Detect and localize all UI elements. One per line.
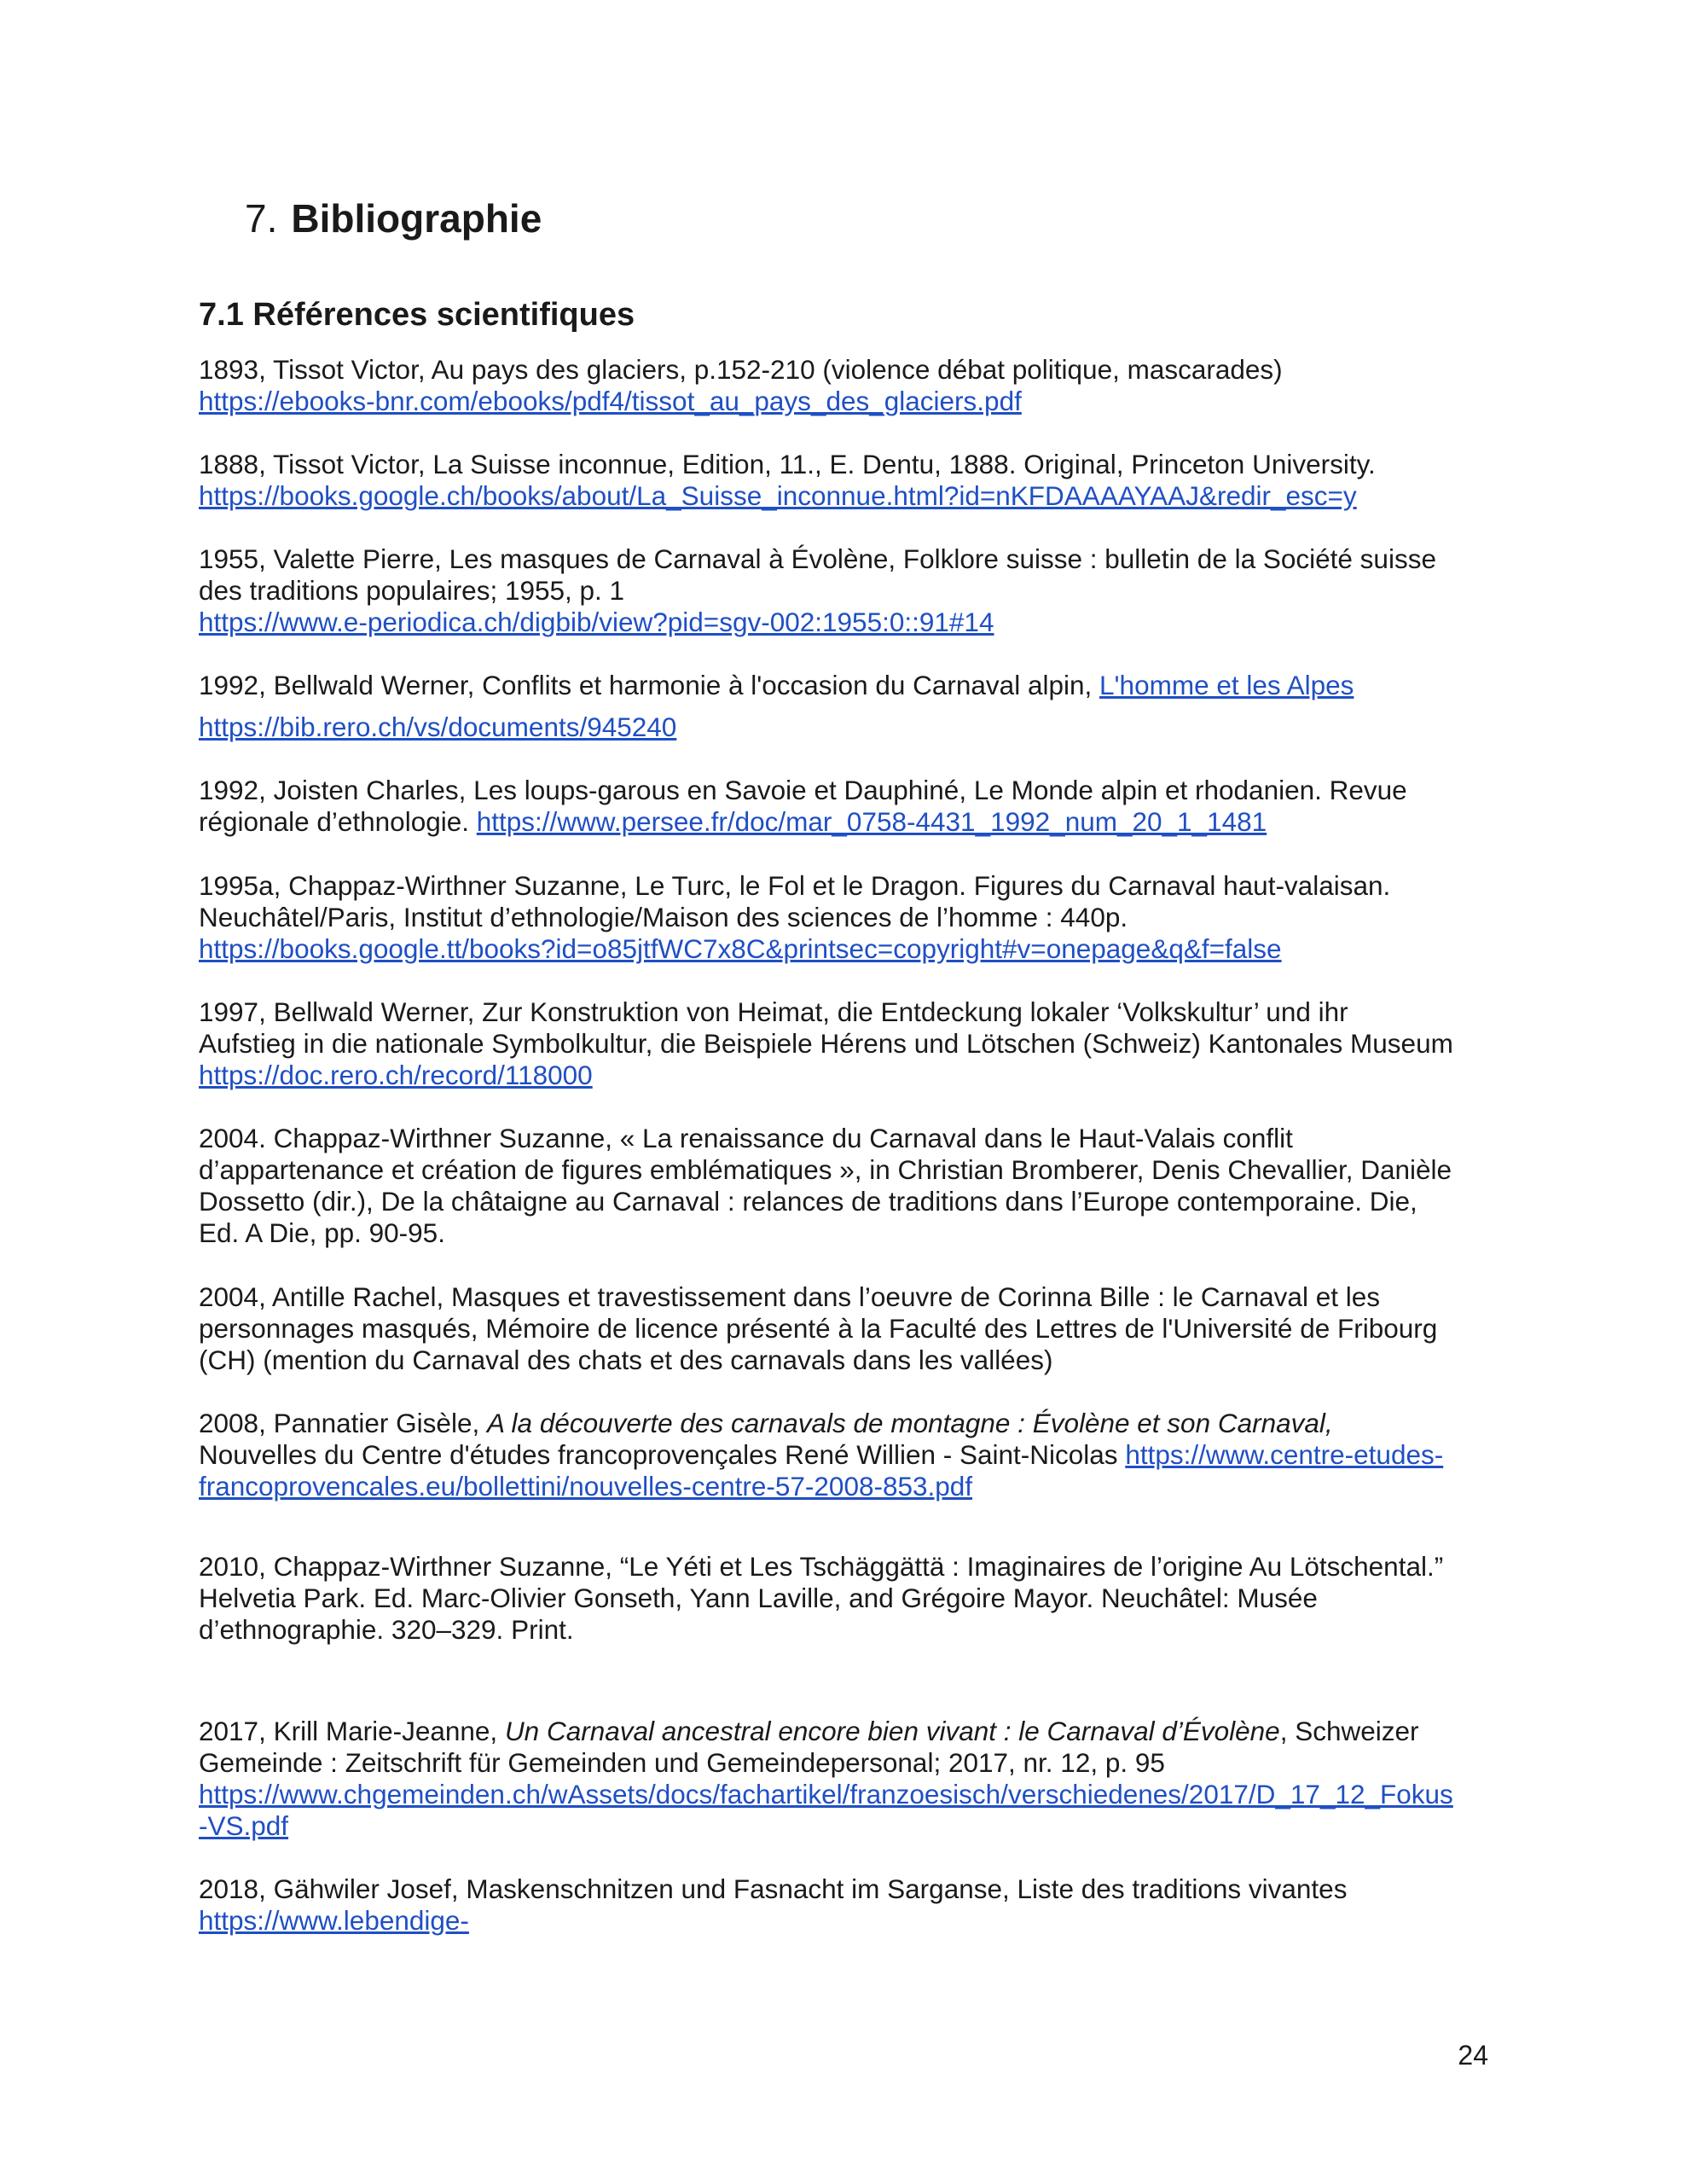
entry-inline-link[interactable]: L'homme et les Alpes [1099,670,1354,700]
entry-text: Aufstieg in die nationale Symbolkultur, die Beispiele Hérens und Lötschen (Schweiz) Kantonales Museum [199,1028,1453,1059]
entry-text: 1893, Tissot Victor, Au pays des glaciers, p.152-210 (violence débat politique, mascarades) [199,354,1283,385]
bibliography-entry [199,775,1504,838]
section-number: 7. [245,196,278,241]
bibliography-entry [199,543,1504,638]
entry-link[interactable]: https://www.chgemeinden.ch/wAssets/docs/fachartikel/franzoesisch/verschiedenes/2017/D_17_12_Fokus [199,1779,1453,1809]
bibliography-entry [199,1551,1504,1646]
entry-text: 1997, Bellwald Werner, Zur Konstruktion von Heimat, die Entdeckung lokaler ‘Volkskultur’ und ihr [199,996,1348,1027]
bibliography-entry [199,1873,1504,1937]
entry-link[interactable]: https://ebooks-bnr.com/ebooks/pdf4/tissot_au_pays_des_glaciers.pdf [199,386,1022,416]
entry-text: 1888, Tissot Victor, La Suisse inconnue, Edition, 11., E. Dentu, 1888. Original, Princeton University. [199,449,1376,479]
bibliography-entry [199,1408,1504,1502]
bibliography-entry [199,996,1504,1091]
bibliography-entry [199,1281,1504,1376]
entry-text: 2010, Chappaz-Wirthner Suzanne, “Le Yéti et Les Tschäggättä : Imaginaires de l’origine Au Lötschental.” [199,1551,1444,1582]
entry-text: d’appartenance et création de figures emblématiques », in Christian Bromberer, Denis Chevallier, Danièle [199,1154,1452,1185]
entry-text: régionale d’ethnologie. https://www.persee.fr/doc/mar_0758-4431_1992_num_20_1_1481 [199,806,1267,837]
section-heading [245,195,542,242]
entry-text: 1992, Bellwald Werner, Conflits et harmonie à l'occasion du Carnaval alpin, L'homme et les Alpes [199,670,1354,700]
bibliography-entry [199,449,1504,512]
entry-link[interactable]: francoprovencales.eu/bollettini/nouvelles-centre-57-2008-853.pdf [199,1471,973,1502]
entry-text: 2004, Antille Rachel, Masques et travestissement dans l’oeuvre de Corinna Bille : le Carnaval et les [199,1281,1380,1312]
entry-text: 1955, Valette Pierre, Les masques de Carnaval à Évolène, Folklore suisse : bulletin de la Société suisse [199,543,1436,574]
entry-text: personnages masqués, Mémoire de licence présenté à la Faculté des Lettres de l'Université de Fribourg [199,1313,1438,1344]
entry-text: Neuchâtel/Paris, Institut d’ethnologie/Maison des sciences de l’homme : 440p. [199,902,1128,932]
entry-link[interactable]: https://www.centre-etudes- [1125,1439,1444,1470]
entry-text: 1995a, Chappaz-Wirthner Suzanne, Le Turc, le Fol et le Dragon. Figures du Carnaval haut-valaisan. [199,870,1391,901]
entry-text: 2018, Gähwiler Josef, Maskenschnitzen und Fasnacht im Sarganse, Liste des traditions vivantes [199,1873,1348,1904]
entry-text: (CH) (mention du Carnaval des chats et des carnavals dans les vallées) [199,1345,1053,1375]
entry-link[interactable]: https://bib.rero.ch/vs/documents/945240 [199,712,677,742]
entry-text: Nouvelles du Centre d'études francoprovençales René Willien - Saint-Nicolas https://www.centre-etudes- [199,1439,1444,1470]
bibliography-entry [199,870,1504,965]
entry-text: d’ethnographie. 320–329. Print. [199,1614,574,1645]
entry-link[interactable]: https://books.google.tt/books?id=o85jtfWC7x8C&printsec=copyright#v=onepage&q&f=false [199,933,1282,964]
entry-text: 2008, Pannatier Gisèle, A la découverte des carnavals de montagne : Évolène et son Carnaval, [199,1408,1333,1438]
section-title: Bibliographie [291,196,542,241]
entry-text: Gemeinde : Zeitschrift für Gemeinden und Gemeindepersonal; 2017, nr. 12, p. 95 [199,1747,1165,1778]
subsection-heading: 7.1 Références scientifiques [199,297,635,333]
entry-text: Dossetto (dir.), De la châtaigne au Carnaval : relances de traditions dans l’Europe contemporaine. Die, [199,1186,1417,1217]
bibliography-entry [199,1123,1504,1249]
entry-text: Helvetia Park. Ed. Marc-Olivier Gonseth, Yann Laville, and Grégoire Mayor. Neuchâtel: Musée [199,1583,1318,1613]
entry-text: 2017, Krill Marie-Jeanne, Un Carnaval ancestral encore bien vivant : le Carnaval d’Évolène, Schweizer [199,1716,1419,1746]
entry-link[interactable]: https://www.e-periodica.ch/digbib/view?pid=sgv-002:1955:0::91#14 [199,607,994,637]
entry-link[interactable]: https://doc.rero.ch/record/118000 [199,1060,593,1090]
entry-link[interactable]: https://www.persee.fr/doc/mar_0758-4431_1992_num_20_1_1481 [476,806,1267,837]
entry-text: 2004. Chappaz-Wirthner Suzanne, « La renaissance du Carnaval dans le Haut-Valais conflit [199,1123,1293,1153]
entry-text: des traditions populaires; 1955, p. 1 [199,575,625,606]
entry-text: Ed. A Die, pp. 90-95. [199,1217,445,1248]
bibliography-entry [199,1716,1504,1842]
bibliography-entry [199,670,1504,743]
page-number: 24 [1458,2040,1488,2071]
entry-link[interactable]: -VS.pdf [199,1810,289,1841]
bibliography-entry [199,354,1504,417]
entry-link[interactable]: https://www.lebendige- [199,1905,469,1936]
entry-link[interactable]: https://books.google.ch/books/about/La_Suisse_inconnue.html?id=nKFDAAAAYAAJ&redir_esc=y [199,480,1357,511]
entry-text: 1992, Joisten Charles, Les loups-garous en Savoie et Dauphiné, Le Monde alpin et rhodanien. Revue [199,775,1407,805]
